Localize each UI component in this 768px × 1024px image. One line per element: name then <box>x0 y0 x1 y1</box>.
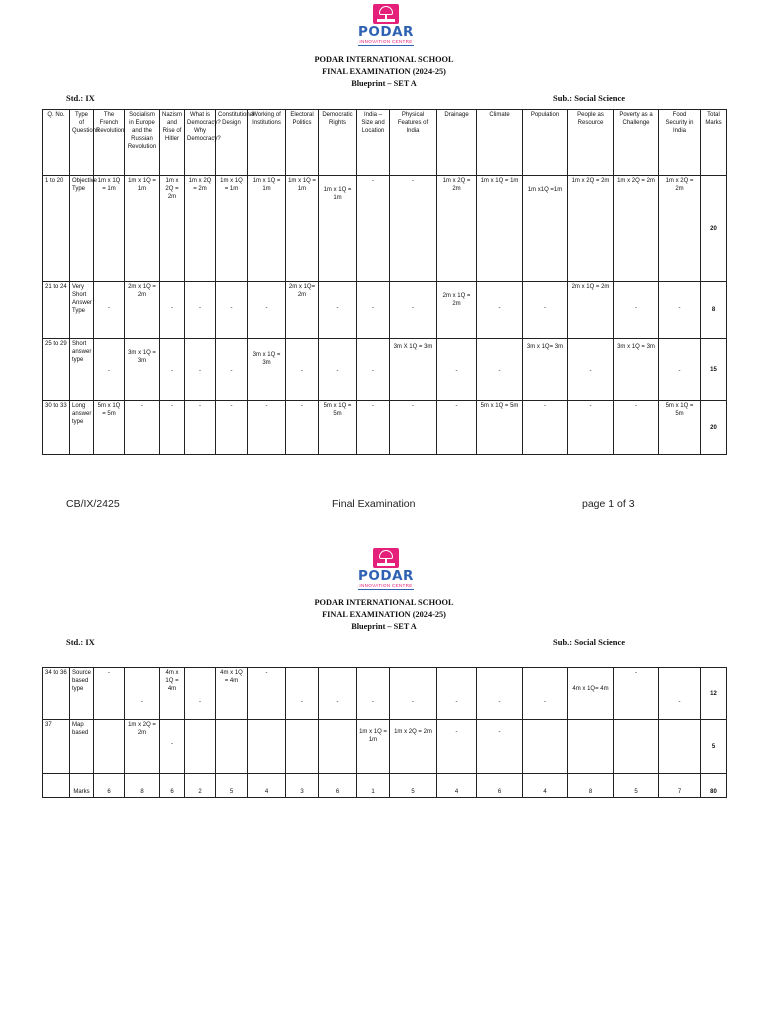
type-cell: Marks <box>70 774 94 798</box>
blueprint-title: Blueprint – SET A <box>351 79 417 88</box>
table-cell: 6 <box>94 774 125 798</box>
qno-cell: 21 to 24 <box>43 282 70 339</box>
table-cell: 3m X 1Q = 3m <box>390 339 437 401</box>
table-cell: 4m x 1Q= 4m <box>568 668 614 720</box>
total-marks-cell: 8 <box>701 282 727 339</box>
table-cell: 1m x 1Q = 1m <box>477 176 523 282</box>
table-cell: 5m x 1Q = 5m <box>659 401 701 455</box>
table-cell: - <box>390 401 437 455</box>
table-row <box>43 176 727 282</box>
table-row <box>43 339 727 401</box>
header-cell: Physical Features of India <box>390 110 437 176</box>
qno-cell: 25 to 29 <box>43 339 70 401</box>
blueprint-table-page-1 <box>42 109 727 455</box>
table-cell: - <box>125 668 160 720</box>
table-cell: 1m x 1Q = 1m <box>319 176 357 282</box>
table-cell: 2m x 1Q = 2m <box>568 282 614 339</box>
table-cell: - <box>319 339 357 401</box>
table-cell: - <box>286 668 319 720</box>
footer-code: CB/IX/2425 <box>66 498 120 510</box>
table-cell: 4 <box>248 774 286 798</box>
table-cell: - <box>614 282 659 339</box>
subject-label: Sub.: Social Science <box>553 637 626 647</box>
table-cell: 1m x 2Q = 2m <box>659 176 701 282</box>
table-cell: 7 <box>659 774 701 798</box>
table-cell: - <box>248 401 286 455</box>
table-cell: 8 <box>568 774 614 798</box>
table-cell <box>286 720 319 774</box>
table-cell: - <box>216 339 248 401</box>
table-row <box>43 401 727 455</box>
table-cell: - <box>357 282 390 339</box>
total-marks-cell: 15 <box>701 339 727 401</box>
header-cell: Climate <box>477 110 523 176</box>
qno-cell: 34 to 36 <box>43 668 70 720</box>
table-cell: - <box>160 282 185 339</box>
table-cell: 4 <box>437 774 477 798</box>
table-cell: 1m x 2Q = 2m <box>160 176 185 282</box>
table-cell: - <box>568 401 614 455</box>
footer-page: page 1 of 3 <box>582 498 635 510</box>
table-cell <box>523 720 568 774</box>
tree-icon <box>373 4 399 24</box>
table-cell: - <box>185 282 216 339</box>
table-cell: 3m x 1Q = 3m <box>614 339 659 401</box>
school-title: PODAR INTERNATIONAL SCHOOL <box>314 55 454 64</box>
table-cell: 1m x 1Q = 1m <box>286 176 319 282</box>
exam-title: FINAL EXAMINATION (2024-25) <box>322 67 446 76</box>
header-cell: Drainage <box>437 110 477 176</box>
table-cell: - <box>659 668 701 720</box>
exam-title: FINAL EXAMINATION (2024-25) <box>322 610 446 619</box>
tree-icon <box>373 548 399 568</box>
std-label: Std.: IX <box>66 637 95 647</box>
table-cell: 5 <box>614 774 659 798</box>
table-row <box>43 720 727 774</box>
table-cell: 1m x 2Q = 2m <box>437 176 477 282</box>
header-cell: The French Revolution <box>94 110 125 176</box>
table-cell: - <box>185 339 216 401</box>
table-cell: 8 <box>125 774 160 798</box>
header-cell: What is Democracy? Why Democracy? <box>185 110 216 176</box>
table-row <box>43 668 727 720</box>
table-cell: 1m x 2Q = 2m <box>125 720 160 774</box>
table-cell: 1m x1Q =1m <box>523 176 568 282</box>
table-cell: - <box>160 720 185 774</box>
table-cell: - <box>185 668 216 720</box>
table-cell: 4m x 1Q = 4m <box>216 668 248 720</box>
table-row <box>43 774 727 798</box>
table-cell: 1m x 2Q = 2m <box>614 176 659 282</box>
table-cell: 1m x 1Q = 1m <box>94 176 125 282</box>
table-cell: - <box>437 339 477 401</box>
type-cell: Source based type <box>70 668 94 720</box>
header-cell: Constitutional Design <box>216 110 248 176</box>
header-cell: Democratic Rights <box>319 110 357 176</box>
type-cell: Short answer type <box>70 339 94 401</box>
header-cell: Poverty as a Challenge <box>614 110 659 176</box>
table-cell: - <box>248 668 286 720</box>
table-cell: - <box>94 339 125 401</box>
table-cell: 3m x 1Q = 3m <box>248 339 286 401</box>
table-cell: 2m x 1Q= 2m <box>286 282 319 339</box>
table-cell: - <box>216 282 248 339</box>
std-label: Std.: IX <box>66 93 95 103</box>
header-cell: India – Size and Location <box>357 110 390 176</box>
type-cell: Map based <box>70 720 94 774</box>
table-cell: 1 <box>357 774 390 798</box>
table-cell: - <box>614 401 659 455</box>
table-cell: 6 <box>160 774 185 798</box>
qno-cell: 37 <box>43 720 70 774</box>
table-cell: 1m x 1Q = 1m <box>216 176 248 282</box>
table-cell: - <box>477 720 523 774</box>
table-cell: - <box>477 282 523 339</box>
table-cell: - <box>437 720 477 774</box>
total-marks-cell: 20 <box>701 401 727 455</box>
header-cell: Food Security in India <box>659 110 701 176</box>
table-cell: - <box>390 668 437 720</box>
table-cell <box>248 720 286 774</box>
header-cell: Population <box>523 110 568 176</box>
table-cell: - <box>160 339 185 401</box>
table-cell <box>568 720 614 774</box>
type-cell: Long answer type <box>70 401 94 455</box>
table-cell: - <box>286 401 319 455</box>
footer-title: Final Examination <box>332 498 416 510</box>
header-cell: Type of Questions <box>70 110 94 176</box>
table-cell: - <box>286 339 319 401</box>
table-cell: - <box>160 401 185 455</box>
table-cell: 4m x 1Q = 4m <box>160 668 185 720</box>
table-cell: 2m x 1Q = 2m <box>125 282 160 339</box>
subject-label: Sub.: Social Science <box>553 93 626 103</box>
table-cell: - <box>94 282 125 339</box>
table-cell: - <box>523 401 568 455</box>
table-cell: 5 <box>390 774 437 798</box>
table-cell <box>185 720 216 774</box>
table-cell: 6 <box>477 774 523 798</box>
table-cell: 5m x 1Q = 5m <box>477 401 523 455</box>
table-row <box>43 282 727 339</box>
table-cell: 2 <box>185 774 216 798</box>
blueprint-title: Blueprint – SET A <box>351 622 417 631</box>
total-marks-cell: 20 <box>701 176 727 282</box>
header-cell: Q. No. <box>43 110 70 176</box>
blueprint-table-page-2 <box>42 667 727 798</box>
table-cell <box>614 720 659 774</box>
total-marks-cell: 12 <box>701 668 727 720</box>
header-cell: Electoral Politics <box>286 110 319 176</box>
table-cell: - <box>437 401 477 455</box>
table-cell: 1m x 2Q = 2m <box>568 176 614 282</box>
table-cell: - <box>357 401 390 455</box>
table-cell: 3m x 1Q= 3m <box>523 339 568 401</box>
table-cell: 1m x 1Q = 1m <box>125 176 160 282</box>
table-cell: - <box>357 339 390 401</box>
table-cell: 3 <box>286 774 319 798</box>
total-marks-cell: 80 <box>701 774 727 798</box>
table-cell: - <box>437 668 477 720</box>
table-cell: - <box>390 176 437 282</box>
table-cell: 5m x 1Q = 5m <box>94 401 125 455</box>
podar-logo: PODAR INNOVATION CENTRE <box>350 548 422 590</box>
qno-cell: 30 to 33 <box>43 401 70 455</box>
table-cell: - <box>319 282 357 339</box>
header-cell: People as Resource <box>568 110 614 176</box>
table-cell: - <box>523 282 568 339</box>
table-cell <box>319 720 357 774</box>
table-cell <box>94 720 125 774</box>
table-cell: - <box>216 401 248 455</box>
total-marks-cell: 5 <box>701 720 727 774</box>
header-cell: Total Marks <box>701 110 727 176</box>
type-cell: Very Short Answer Type <box>70 282 94 339</box>
table-cell: - <box>125 401 160 455</box>
table-cell: 5 <box>216 774 248 798</box>
table-cell: - <box>319 668 357 720</box>
table-cell: - <box>390 282 437 339</box>
table-cell: - <box>523 668 568 720</box>
table-cell <box>216 720 248 774</box>
table-cell <box>659 720 701 774</box>
table-header-row <box>43 110 727 176</box>
table-cell: 3m x 1Q = 3m <box>125 339 160 401</box>
table-cell: 1m x 1Q = 1m <box>248 176 286 282</box>
table-cell: 4 <box>523 774 568 798</box>
school-title: PODAR INTERNATIONAL SCHOOL <box>314 598 454 607</box>
table-cell: 1m x 2Q = 2m <box>390 720 437 774</box>
table-cell: - <box>477 668 523 720</box>
table-cell: 6 <box>319 774 357 798</box>
qno-cell <box>43 774 70 798</box>
type-cell: Objective Type <box>70 176 94 282</box>
table-cell: 2m x 1Q = 2m <box>437 282 477 339</box>
header-cell: Socialism in Europe and the Russian Revolution <box>125 110 160 176</box>
table-cell: - <box>477 339 523 401</box>
table-cell: 1m x 2Q = 2m <box>185 176 216 282</box>
table-cell: - <box>94 668 125 720</box>
podar-logo: PODAR INNOVATION CENTRE <box>350 4 422 46</box>
table-cell: - <box>248 282 286 339</box>
table-cell: - <box>568 339 614 401</box>
header-cell: Working of Institutions <box>248 110 286 176</box>
table-cell: - <box>357 668 390 720</box>
table-cell: 1m x 1Q = 1m <box>357 720 390 774</box>
table-cell: - <box>614 668 659 720</box>
table-cell: 5m x 1Q = 5m <box>319 401 357 455</box>
table-cell: - <box>659 339 701 401</box>
table-cell: - <box>185 401 216 455</box>
table-cell: - <box>659 282 701 339</box>
header-cell: Nazism and Rise of Hitler <box>160 110 185 176</box>
qno-cell: 1 to 20 <box>43 176 70 282</box>
table-cell: - <box>357 176 390 282</box>
